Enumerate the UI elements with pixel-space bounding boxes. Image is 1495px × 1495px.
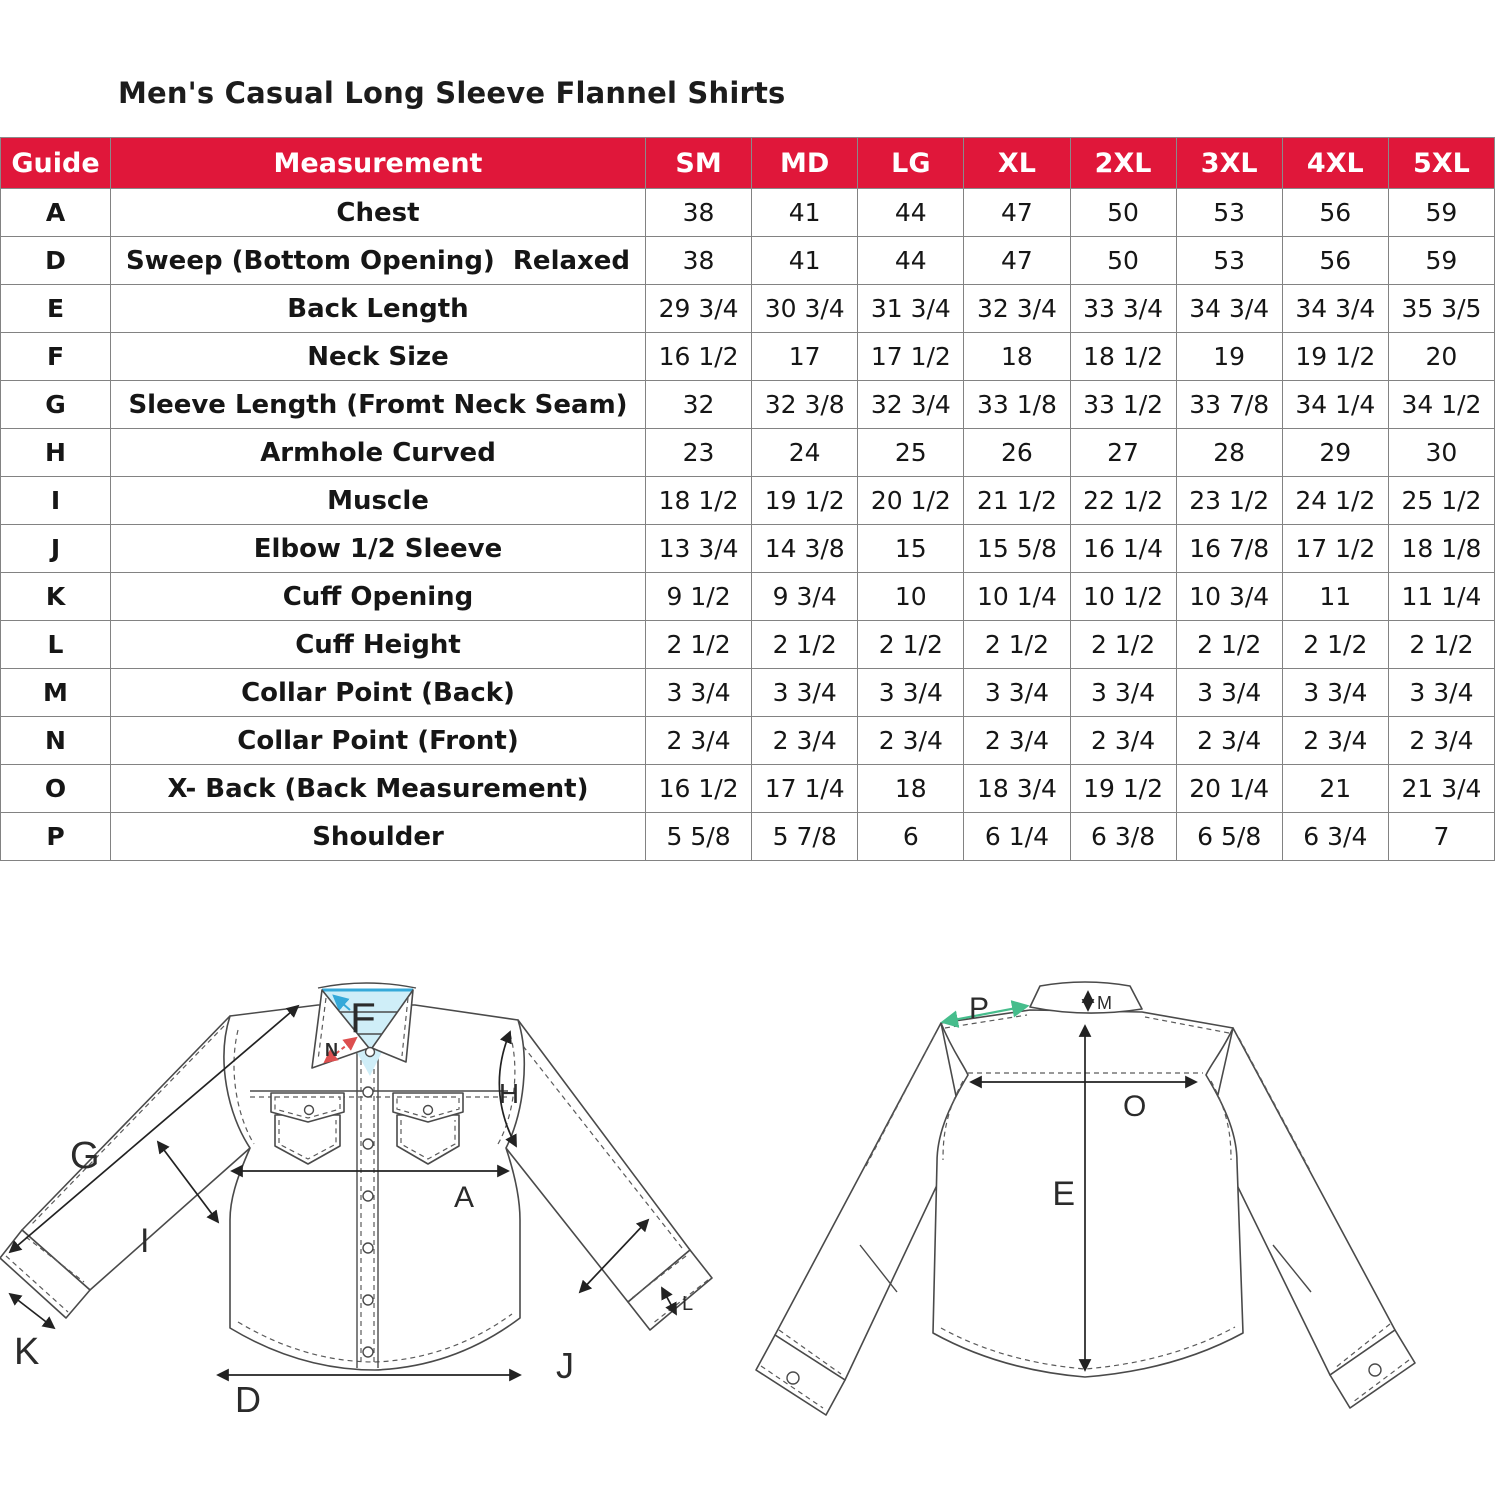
value-cell: 3 3/4 xyxy=(752,669,858,717)
value-cell: 33 3/4 xyxy=(1070,285,1176,333)
measurement-cell: Cuff Height xyxy=(111,621,646,669)
value-cell: 20 1/4 xyxy=(1176,765,1282,813)
value-cell: 38 xyxy=(646,189,752,237)
value-cell: 21 3/4 xyxy=(1388,765,1494,813)
column-header: Measurement xyxy=(111,138,646,189)
measurement-cell: Sleeve Length (Fromt Neck Seam) xyxy=(111,381,646,429)
table-row xyxy=(1,573,1495,621)
table-row xyxy=(1,669,1495,717)
value-cell: 18 1/2 xyxy=(646,477,752,525)
value-cell: 9 1/2 xyxy=(646,573,752,621)
table-row xyxy=(1,525,1495,573)
value-cell: 29 xyxy=(1282,429,1388,477)
value-cell: 19 1/2 xyxy=(752,477,858,525)
value-cell: 6 5/8 xyxy=(1176,813,1282,861)
value-cell: 16 1/2 xyxy=(646,333,752,381)
value-cell: 50 xyxy=(1070,189,1176,237)
value-cell: 32 3/4 xyxy=(858,381,964,429)
guide-cell: E xyxy=(1,285,111,333)
measurement-cell: Muscle xyxy=(111,477,646,525)
value-cell: 18 xyxy=(858,765,964,813)
value-cell: 23 1/2 xyxy=(1176,477,1282,525)
value-cell: 2 1/2 xyxy=(858,621,964,669)
value-cell: 2 1/2 xyxy=(752,621,858,669)
guide-cell: G xyxy=(1,381,111,429)
page-title: Men's Casual Long Sleeve Flannel Shirts xyxy=(118,76,786,110)
guide-cell: H xyxy=(1,429,111,477)
value-cell: 33 1/2 xyxy=(1070,381,1176,429)
size-chart-table xyxy=(0,137,1495,861)
value-cell: 6 xyxy=(858,813,964,861)
value-cell: 16 1/4 xyxy=(1070,525,1176,573)
table-row xyxy=(1,621,1495,669)
guide-cell: N xyxy=(1,717,111,765)
value-cell: 32 3/8 xyxy=(752,381,858,429)
value-cell: 20 xyxy=(1388,333,1494,381)
label-n: N xyxy=(325,1040,338,1060)
value-cell: 24 xyxy=(752,429,858,477)
table-row xyxy=(1,285,1495,333)
guide-cell: I xyxy=(1,477,111,525)
value-cell: 19 1/2 xyxy=(1070,765,1176,813)
guide-cell: F xyxy=(1,333,111,381)
value-cell: 34 3/4 xyxy=(1176,285,1282,333)
value-cell: 17 1/2 xyxy=(858,333,964,381)
value-cell: 34 1/4 xyxy=(1282,381,1388,429)
value-cell: 26 xyxy=(964,429,1070,477)
value-cell: 22 1/2 xyxy=(1070,477,1176,525)
value-cell: 41 xyxy=(752,189,858,237)
value-cell: 17 1/2 xyxy=(1282,525,1388,573)
column-header: Guide xyxy=(1,138,111,189)
column-header: LG xyxy=(858,138,964,189)
guide-cell: P xyxy=(1,813,111,861)
value-cell: 32 3/4 xyxy=(964,285,1070,333)
value-cell: 17 xyxy=(752,333,858,381)
label-g: G xyxy=(70,1135,100,1177)
value-cell: 53 xyxy=(1176,189,1282,237)
value-cell: 13 3/4 xyxy=(646,525,752,573)
label-p: P xyxy=(969,992,990,1025)
table-row xyxy=(1,237,1495,285)
value-cell: 18 xyxy=(964,333,1070,381)
guide-cell: A xyxy=(1,189,111,237)
table-row xyxy=(1,333,1495,381)
measurement-cell: Collar Point (Back) xyxy=(111,669,646,717)
value-cell: 7 xyxy=(1388,813,1494,861)
measurement-cell: Back Length xyxy=(111,285,646,333)
value-cell: 18 1/8 xyxy=(1388,525,1494,573)
value-cell: 2 1/2 xyxy=(964,621,1070,669)
value-cell: 56 xyxy=(1282,237,1388,285)
value-cell: 59 xyxy=(1388,189,1494,237)
value-cell: 10 xyxy=(858,573,964,621)
value-cell: 5 5/8 xyxy=(646,813,752,861)
value-cell: 34 1/2 xyxy=(1388,381,1494,429)
value-cell: 30 xyxy=(1388,429,1494,477)
value-cell: 38 xyxy=(646,237,752,285)
value-cell: 6 3/8 xyxy=(1070,813,1176,861)
guide-cell: O xyxy=(1,765,111,813)
label-h: H xyxy=(498,1078,520,1109)
value-cell: 2 3/4 xyxy=(1282,717,1388,765)
label-l: L xyxy=(682,1293,694,1315)
column-header: XL xyxy=(964,138,1070,189)
value-cell: 47 xyxy=(964,237,1070,285)
value-cell: 3 3/4 xyxy=(1176,669,1282,717)
value-cell: 20 1/2 xyxy=(858,477,964,525)
label-j: J xyxy=(556,1345,574,1386)
value-cell: 23 xyxy=(646,429,752,477)
shirt-back-diagram xyxy=(745,950,1495,1495)
value-cell: 2 1/2 xyxy=(1282,621,1388,669)
column-header: 5XL xyxy=(1388,138,1494,189)
shirt-front-drawing xyxy=(0,983,712,1370)
value-cell: 41 xyxy=(752,237,858,285)
measurement-cell: Elbow 1/2 Sleeve xyxy=(111,525,646,573)
value-cell: 35 3/5 xyxy=(1388,285,1494,333)
table-row xyxy=(1,813,1495,861)
column-header: 4XL xyxy=(1282,138,1388,189)
value-cell: 19 1/2 xyxy=(1282,333,1388,381)
value-cell: 2 3/4 xyxy=(1176,717,1282,765)
value-cell: 33 1/8 xyxy=(964,381,1070,429)
value-cell: 47 xyxy=(964,189,1070,237)
measurement-cell: Sweep (Bottom Opening) Relaxed xyxy=(111,237,646,285)
value-cell: 3 3/4 xyxy=(646,669,752,717)
table-row xyxy=(1,381,1495,429)
label-a: A xyxy=(453,1181,475,1214)
value-cell: 25 xyxy=(858,429,964,477)
measurement-cell: Cuff Opening xyxy=(111,573,646,621)
label-f: F xyxy=(350,994,376,1041)
value-cell: 2 1/2 xyxy=(1388,621,1494,669)
value-cell: 50 xyxy=(1070,237,1176,285)
value-cell: 18 1/2 xyxy=(1070,333,1176,381)
value-cell: 17 1/4 xyxy=(752,765,858,813)
measurement-cell: X- Back (Back Measurement) xyxy=(111,765,646,813)
value-cell: 2 3/4 xyxy=(858,717,964,765)
value-cell: 3 3/4 xyxy=(1388,669,1494,717)
value-cell: 34 3/4 xyxy=(1282,285,1388,333)
value-cell: 16 7/8 xyxy=(1176,525,1282,573)
value-cell: 9 3/4 xyxy=(752,573,858,621)
value-cell: 3 3/4 xyxy=(1070,669,1176,717)
size-table-body xyxy=(1,189,1495,861)
column-header: 3XL xyxy=(1176,138,1282,189)
value-cell: 10 3/4 xyxy=(1176,573,1282,621)
value-cell: 2 3/4 xyxy=(752,717,858,765)
value-cell: 6 1/4 xyxy=(964,813,1070,861)
value-cell: 2 1/2 xyxy=(1176,621,1282,669)
value-cell: 15 xyxy=(858,525,964,573)
value-cell: 32 xyxy=(646,381,752,429)
table-row xyxy=(1,477,1495,525)
guide-cell: L xyxy=(1,621,111,669)
value-cell: 21 1/2 xyxy=(964,477,1070,525)
value-cell: 6 3/4 xyxy=(1282,813,1388,861)
value-cell: 2 3/4 xyxy=(1070,717,1176,765)
value-cell: 25 1/2 xyxy=(1388,477,1494,525)
guide-cell: D xyxy=(1,237,111,285)
value-cell: 11 1/4 xyxy=(1388,573,1494,621)
value-cell: 53 xyxy=(1176,237,1282,285)
value-cell: 5 7/8 xyxy=(752,813,858,861)
value-cell: 18 3/4 xyxy=(964,765,1070,813)
table-row xyxy=(1,429,1495,477)
value-cell: 44 xyxy=(858,237,964,285)
column-header: 2XL xyxy=(1070,138,1176,189)
value-cell: 3 3/4 xyxy=(858,669,964,717)
value-cell: 31 3/4 xyxy=(858,285,964,333)
value-cell: 24 1/2 xyxy=(1282,477,1388,525)
measurement-cell: Neck Size xyxy=(111,333,646,381)
size-table-header-row xyxy=(1,138,1495,189)
value-cell: 3 3/4 xyxy=(964,669,1070,717)
column-header: MD xyxy=(752,138,858,189)
label-d: D xyxy=(235,1379,261,1420)
value-cell: 10 1/4 xyxy=(964,573,1070,621)
measurement-cell: Shoulder xyxy=(111,813,646,861)
value-cell: 15 5/8 xyxy=(964,525,1070,573)
value-cell: 19 xyxy=(1176,333,1282,381)
guide-cell: J xyxy=(1,525,111,573)
label-i: I xyxy=(140,1222,150,1260)
guide-cell: M xyxy=(1,669,111,717)
value-cell: 10 1/2 xyxy=(1070,573,1176,621)
column-header: SM xyxy=(646,138,752,189)
value-cell: 3 3/4 xyxy=(1282,669,1388,717)
value-cell: 2 3/4 xyxy=(964,717,1070,765)
value-cell: 11 xyxy=(1282,573,1388,621)
label-m: M xyxy=(1097,993,1112,1013)
value-cell: 21 xyxy=(1282,765,1388,813)
value-cell: 2 1/2 xyxy=(1070,621,1176,669)
label-k: K xyxy=(14,1331,40,1373)
label-e: E xyxy=(1052,1175,1075,1213)
value-cell: 16 1/2 xyxy=(646,765,752,813)
value-cell: 2 3/4 xyxy=(646,717,752,765)
value-cell: 59 xyxy=(1388,237,1494,285)
measurement-cell: Armhole Curved xyxy=(111,429,646,477)
value-cell: 29 3/4 xyxy=(646,285,752,333)
value-cell: 33 7/8 xyxy=(1176,381,1282,429)
measurement-cell: Chest xyxy=(111,189,646,237)
shirt-front-diagram xyxy=(0,950,750,1495)
value-cell: 30 3/4 xyxy=(752,285,858,333)
value-cell: 44 xyxy=(858,189,964,237)
guide-cell: K xyxy=(1,573,111,621)
measurement-cell: Collar Point (Front) xyxy=(111,717,646,765)
table-row xyxy=(1,717,1495,765)
table-row xyxy=(1,189,1495,237)
table-row xyxy=(1,765,1495,813)
value-cell: 56 xyxy=(1282,189,1388,237)
value-cell: 2 3/4 xyxy=(1388,717,1494,765)
value-cell: 2 1/2 xyxy=(646,621,752,669)
value-cell: 14 3/8 xyxy=(752,525,858,573)
value-cell: 27 xyxy=(1070,429,1176,477)
value-cell: 28 xyxy=(1176,429,1282,477)
label-o: O xyxy=(1123,1090,1147,1123)
